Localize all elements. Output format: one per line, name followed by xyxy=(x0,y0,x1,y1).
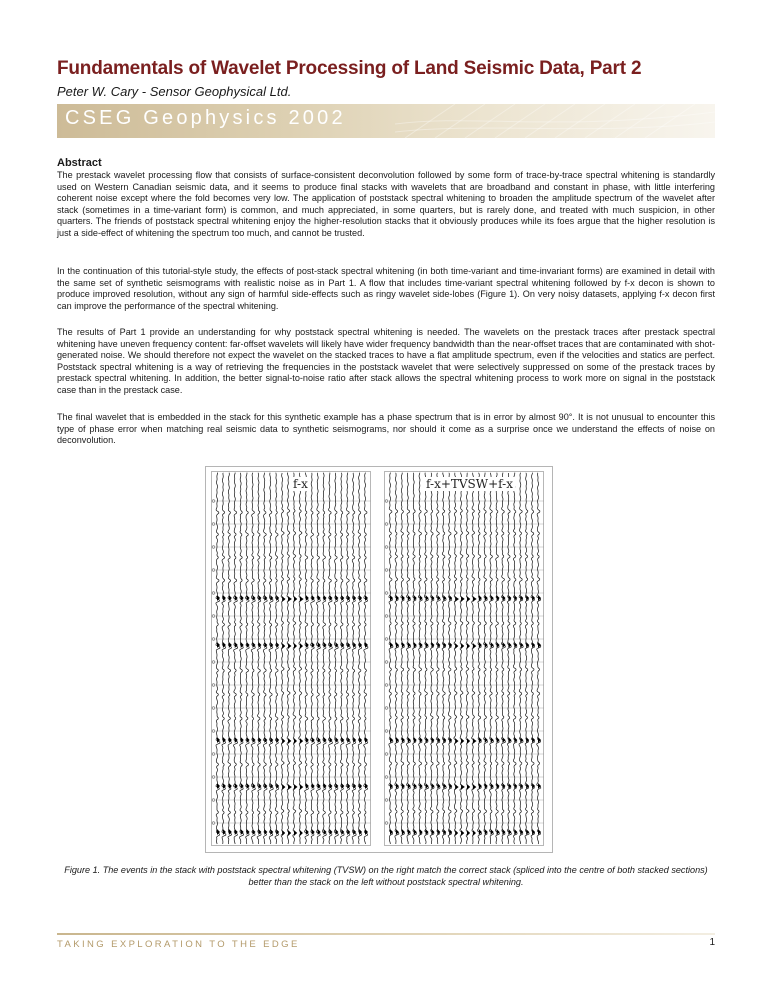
seismic-panel-fx xyxy=(211,471,371,846)
paper-title: Fundamentals of Wavelet Processing of Land Seismic Data, Part 2 xyxy=(57,58,642,79)
seismic-trace xyxy=(222,473,226,844)
trace-peak-fill xyxy=(282,643,285,649)
seismic-panel-fx-tvsw-fx xyxy=(384,471,544,846)
seismic-trace xyxy=(240,473,244,844)
seismic-trace xyxy=(401,473,405,844)
seismic-trace xyxy=(430,473,434,844)
trace-peak-fill xyxy=(455,643,458,649)
trace-peak-fill xyxy=(288,738,291,744)
trace-peak-fill xyxy=(461,738,464,744)
trace-peak-fill xyxy=(467,596,470,602)
seismic-trace xyxy=(448,473,452,844)
trace-peak-fill xyxy=(306,642,309,648)
trace-peak-fill xyxy=(473,830,476,836)
trace-peak-fill xyxy=(300,830,303,836)
panel-label-right: f-x+TVSW+f-x xyxy=(426,477,514,491)
trace-peak-fill xyxy=(461,784,464,790)
seismic-trace xyxy=(478,473,482,844)
trace-peak-fill xyxy=(282,596,285,602)
trace-peak-fill xyxy=(294,784,297,790)
seismic-trace xyxy=(418,473,422,844)
trace-peak-fill xyxy=(467,830,470,836)
seismic-trace xyxy=(334,473,338,844)
seismic-trace xyxy=(442,473,446,844)
panel-label-left: f-x xyxy=(293,477,308,491)
seismic-trace xyxy=(525,473,529,844)
seismic-trace xyxy=(484,473,488,844)
trace-peak-fill xyxy=(467,643,470,649)
author-line: Peter W. Cary - Sensor Geophysical Ltd. xyxy=(57,84,292,99)
abstract-heading: Abstract xyxy=(57,157,102,169)
trace-peak-fill xyxy=(247,595,250,601)
abstract-paragraph-1: The prestack wavelet processing flow that consists of surface-consistent deconvolution followed by some form of trace-by-trace spectral whitening is standardly used on Western Canadian seismic data, and it seems to produce final stacks with wavelets that are broadband and constant in phase, with little interfering coherent noise except where the fold becomes very low. The application of poststack spectral whitening to broaden the amplitude spectrum of the wavelet after stack (sometimes in a time-variant form) is common, and much appreciated, in some quarters, but is rarely done, and treated with much suspicion, in other quarters. The friends of poststack spectral whitening enjoy the higher-resolution stacks that it obviously produces while its foes argue that the higher resolution is just a side-effect of whitening the spectrum too much, and cannot be trusted. xyxy=(57,170,715,238)
seismic-trace xyxy=(513,473,517,844)
trace-peak-fill xyxy=(467,738,470,744)
footer-rule xyxy=(57,933,715,935)
trace-peak-fill xyxy=(461,830,464,836)
trace-peak-fill xyxy=(353,595,356,601)
seismic-trace xyxy=(352,473,356,844)
seismic-trace xyxy=(310,473,314,844)
trace-peak-fill xyxy=(288,830,291,836)
trace-peak-fill xyxy=(455,738,458,744)
trace-peak-fill xyxy=(473,784,476,790)
seismic-trace xyxy=(263,473,267,844)
conference-banner xyxy=(57,104,715,138)
seismic-trace xyxy=(519,473,523,844)
trace-peak-fill xyxy=(300,784,303,790)
abstract-paragraph-3: The results of Part 1 provide an understanding for why poststack spectral whitening is needed. The wavelets on the prestack traces after prestack spectral whitening have uneven frequency content: far-offset wavelets will likely have wider frequency bandwidth than the near-offset traces that are contaminated with shot-generated noise. We should therefore not expect the wavelet on the stacked traces to have a flat amplitude spectrum, even if the velocities and statics are perfect. Poststack spectral whitening is a way of retrieving the frequencies in the poststack wavelet that were selectively suppressed on some of the prestack traces by prestack spectral whitening. In addition, the better signal-to-noise ratio after stack allows the spectral whitening process to work more on signal in the poststack case than in the prestack case. xyxy=(57,327,715,395)
seismic-trace xyxy=(305,473,309,844)
footer-tagline: TAKING EXPLORATION TO THE EDGE xyxy=(57,939,300,950)
seismic-trace xyxy=(412,473,416,844)
trace-peak-fill xyxy=(288,596,291,602)
trace-peak-fill xyxy=(282,830,285,836)
seismic-trace xyxy=(275,473,279,844)
seismic-trace xyxy=(251,473,255,844)
seismic-trace xyxy=(257,473,261,844)
trace-peak-fill xyxy=(312,829,315,835)
figure-1 xyxy=(205,466,553,853)
trace-peak-fill xyxy=(247,783,250,789)
figure-caption: Figure 1. The events in the stack with poststack spectral whitening (TVSW) on the right match the correct stack (spliced into the centre of both stacked sections) better than the stack on the left without poststack spectral whitening. xyxy=(64,865,708,887)
trace-peak-fill xyxy=(473,738,476,744)
trace-peak-fill xyxy=(241,595,244,601)
seismic-trace xyxy=(346,473,350,844)
banner-decoration xyxy=(395,104,715,138)
seismic-traces-right xyxy=(384,471,544,846)
trace-peak-fill xyxy=(455,596,458,602)
seismic-trace xyxy=(395,473,399,844)
trace-peak-fill xyxy=(294,738,297,744)
trace-peak-fill xyxy=(258,737,261,743)
abstract-paragraph-4: The final wavelet that is embedded in the stack for this synthetic example has a phase spectrum that is in error by almost 90°. It is not unusual to encounter this type of phase error when matching real seismic data to synthetic seismograms, nor should it come as a surprise once we understand the effects of noise on deconvolution. xyxy=(57,412,715,446)
seismic-trace xyxy=(216,473,220,844)
trace-peak-fill xyxy=(324,595,327,601)
seismic-trace xyxy=(364,473,368,844)
trace-peak-fill xyxy=(455,830,458,836)
trace-peak-fill xyxy=(294,830,297,836)
seismic-trace xyxy=(389,473,393,844)
seismic-trace xyxy=(424,473,428,844)
trace-peak-fill xyxy=(282,784,285,790)
seismic-trace xyxy=(489,473,493,844)
trace-peak-fill xyxy=(282,738,285,744)
seismic-trace xyxy=(537,473,541,844)
seismic-trace xyxy=(228,473,232,844)
seismic-trace xyxy=(316,473,320,844)
abstract-paragraph-2: In the continuation of this tutorial-style study, the effects of post-stack spectral whitening (in both time-variant and time-invariant forms) are examined in detail with the same set of synthetic seismograms with realistic noise as in Part 1. A flow that includes time-variant spectral whitening followed by f-x decon is shown to produce improved resolution, without any sign of harmful side-effects such as ringy wavelet side-lobes (Figure 1). On very noisy datasets, applying f-x decon first can improve the performance of the spectral whitening. xyxy=(57,266,715,311)
page-number: 1 xyxy=(709,937,715,948)
seismic-trace xyxy=(340,473,344,844)
seismic-trace xyxy=(322,473,326,844)
seismic-trace xyxy=(358,473,362,844)
trace-peak-fill xyxy=(300,738,303,744)
seismic-trace xyxy=(436,473,440,844)
trace-peak-fill xyxy=(473,643,476,649)
trace-peak-fill xyxy=(300,643,303,649)
trace-peak-fill xyxy=(294,643,297,649)
trace-peak-fill xyxy=(264,829,267,835)
banner-text: CSEG Geophysics 2002 xyxy=(65,107,346,129)
trace-peak-fill xyxy=(467,784,470,790)
trace-peak-fill xyxy=(473,596,476,602)
seismic-trace xyxy=(496,473,500,844)
seismic-trace xyxy=(233,473,237,844)
seismic-trace xyxy=(328,473,332,844)
seismic-trace xyxy=(507,473,511,844)
seismic-trace xyxy=(406,473,410,844)
seismic-traces-left xyxy=(211,471,371,846)
trace-peak-fill xyxy=(455,784,458,790)
seismic-trace xyxy=(531,473,535,844)
trace-peak-fill xyxy=(294,596,297,602)
trace-peak-fill xyxy=(461,596,464,602)
trace-peak-fill xyxy=(461,643,464,649)
trace-peak-fill xyxy=(288,643,291,649)
trace-peak-fill xyxy=(300,596,303,602)
trace-peak-fill xyxy=(347,783,350,789)
seismic-trace xyxy=(501,473,505,844)
seismic-trace xyxy=(269,473,273,844)
trace-peak-fill xyxy=(288,784,291,790)
